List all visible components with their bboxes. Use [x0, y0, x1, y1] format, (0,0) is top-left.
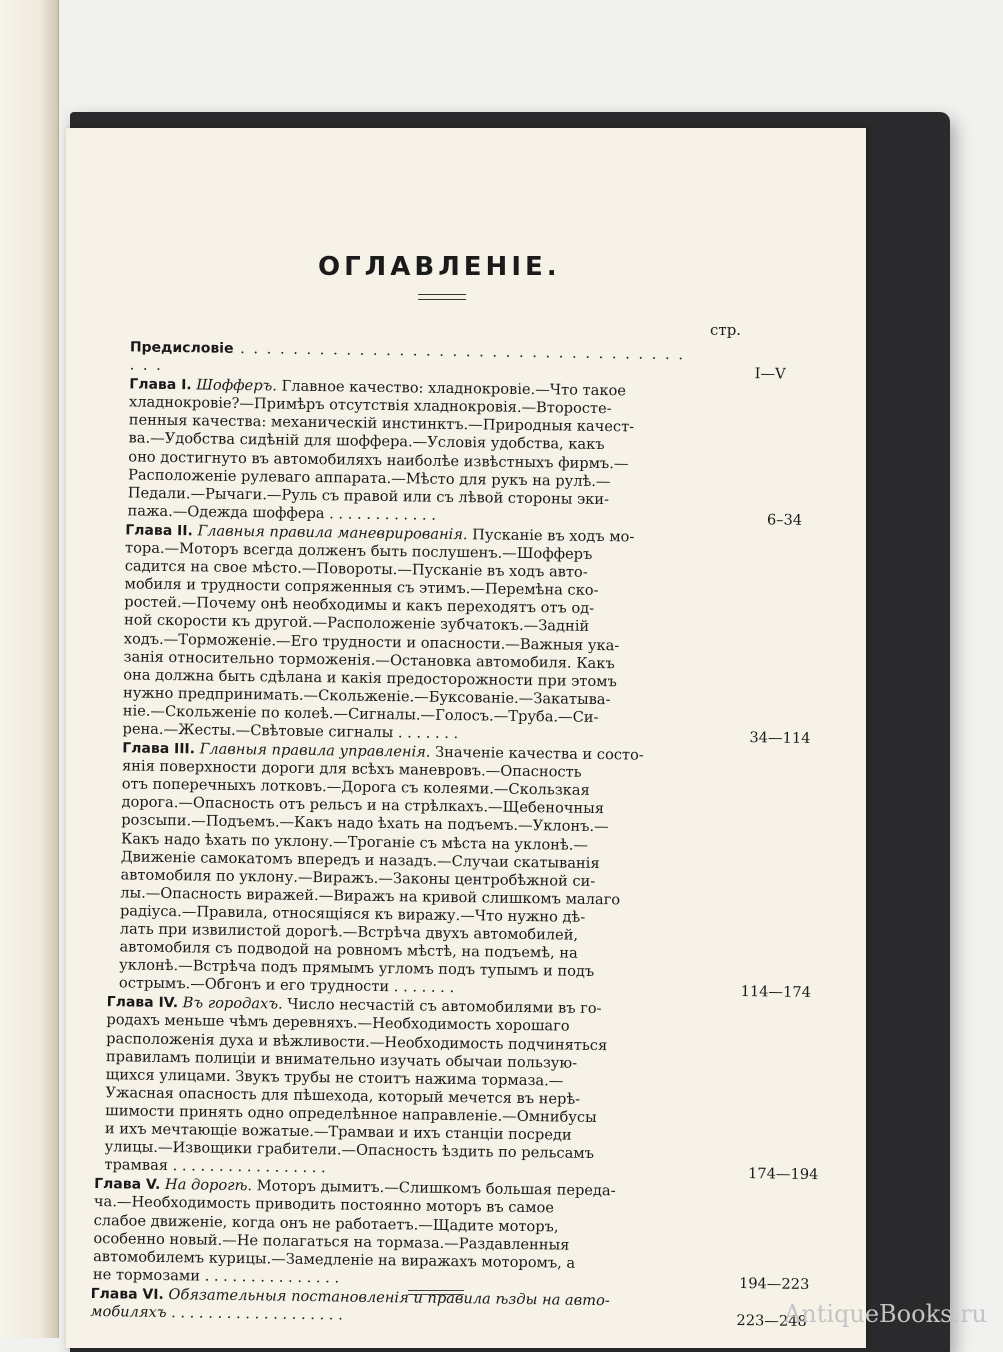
entry-text-line: садится на свое мѣсто.—Повороты.—Пусканiе въ ходъ авто- — [155, 558, 685, 583]
entry-text-line: дорога.—Опасность отъ рельсъ и на стрѣлкахъ.—Щебеночныя — [151, 794, 687, 820]
entry-text-line: оно достигнуто въ автомобиляхъ наиболѣе извѣстныхъ фирмъ.— — [156, 448, 686, 473]
entry-label: Глава III. — [122, 740, 195, 757]
entry-text-line: щихся улицами. Звукъ трубы не стоитъ нажима тормаза.— — [146, 1066, 702, 1092]
entry-label: Глава II. — [125, 522, 193, 539]
entry-pages: 114—174 — [766, 984, 811, 1003]
entry-text-line: улицы.—Извощики грабители.—Опасность ѣздить по рельсамъ — [145, 1139, 701, 1165]
entry-text-line: родахъ меньше чѣмъ деревняхъ.—Необходимость хорошаго — [146, 1012, 702, 1038]
entry-text-line: занiя относительно торможенiя.—Остановка автомобиля. Какъ — [153, 648, 683, 673]
entry-text-line: ва.—Удобства сидѣнiй для шоффера.—Условiя удобства, какъ — [156, 430, 686, 455]
entry-label: Глава IV. — [107, 995, 179, 1012]
toc-entry-chapter-4 — [88, 993, 702, 1182]
entry-text-line: тора.—Моторъ всегда долженъ быть послушенъ.—Шофферъ — [155, 540, 685, 565]
entry-text-line: слабое движенiе, когда онъ не работаетъ.—Щадите моторъ, — [144, 1212, 712, 1238]
toc-entry-chapter-3 — [91, 739, 688, 1001]
entry-pages: 6–34 — [791, 512, 814, 530]
footer-ornament-rule — [408, 1290, 464, 1295]
site-watermark: AntiqueBooks.ru — [784, 1300, 987, 1328]
entry-text-line: радiуса.—Правила, относящiяся къ виражу.—Что нужно дѣ- — [150, 903, 686, 929]
entry-text-line: Значенiе качества и состо- — [430, 744, 644, 764]
entry-chapter-title: Въ городахъ. — [183, 995, 283, 1013]
entry-pages: 34—114 — [775, 729, 810, 748]
entry-text-line: ча.—Необходимость приводить постоянно моторъ въ самое — [144, 1194, 712, 1220]
entry-text-line: нiе.—Скольженiе по колеѣ.—Сигналы.—Голосъ.—Труба.—Си- — [153, 703, 683, 728]
entry-text-line: автомобиля по уклону.—Виражъ.—Законы центробѣжной си- — [150, 866, 686, 892]
entry-pages: 174—194 — [784, 1166, 819, 1185]
entry-pages: 223—248 — [784, 1313, 816, 1332]
entry-text-line: Педали.—Рычаги.—Руль съ правой или съ лѣвой стороны эки- — [156, 485, 686, 510]
entry-text-line: мобиля и трудности сопряженныя съ этимъ.—Перемѣна ско- — [154, 576, 684, 601]
title-ornament-rule — [418, 294, 466, 300]
page-column-header: стр. — [710, 321, 741, 339]
entry-text-line: янiя поверхности дороги для всѣхъ маневровъ.—Опасность — [152, 758, 688, 784]
left-page-edge — [0, 0, 59, 1338]
entry-text-line: . . . . . . . . . . . . . . . . . . . . . . . . . . . . . . . . . . . . . — [130, 340, 686, 374]
entry-pages: I—V — [751, 365, 786, 384]
entry-text-line: автомобиля съ подводой на ровномъ мѣстѣ, на подъемѣ, на — [149, 939, 685, 965]
entry-text-line: острымъ.—Обгонъ и его трудности . . . . . . . — [149, 975, 685, 1001]
entry-label: Глава I. — [129, 377, 192, 394]
entry-text-line: Расположенiе рулеваго аппарата.—Мѣсто для рукъ на рулѣ.— — [156, 466, 686, 491]
entry-text-line: пенныя качества: механическiй инстинктъ.—Природныя качест- — [157, 412, 687, 437]
entry-text-line: Какъ надо ѣхать по уклону.—Троганiе съ мѣста на уклонѣ.— — [151, 830, 687, 856]
entry-text-line: правиламъ полицiи и внимательно изучать обычаи пользую- — [146, 1048, 702, 1074]
entry-text-line: пажа.—Одежда шоффера . . . . . . . . . . . . — [155, 503, 685, 528]
toc-entry-chapter-5 — [87, 1175, 712, 1292]
entry-text-line: уклонѣ.—Встрѣча подъ прямымъ угломъ подъ тупымъ и подъ — [149, 957, 685, 983]
entry-text-line: автомобилемъ курицы.—Замедленiе на виражахъ моторомъ, а — [143, 1248, 711, 1274]
entry-text-line: розсыпи.—Подъемъ.—Какъ надо ѣхать на подъемъ.—Уклонъ.— — [151, 812, 687, 838]
entry-text-line: рена.—Жесты.—Свѣтовые сигналы . . . . . . . — [152, 721, 682, 746]
entry-text-line: не тормозами . . . . . . . . . . . . . . . — [143, 1266, 711, 1292]
entry-text-line: она должна быть сдѣлана и какiя предосторожности при этомъ — [153, 666, 683, 691]
entry-pages: 194—223 — [785, 1275, 817, 1294]
toc-entry-chapter-2 — [94, 521, 685, 746]
entry-text-line: и ихъ мечтающiе вожатые.—Трамваи и ихъ станцiи посреди — [145, 1121, 701, 1147]
entry-text-line: трамвая . . . . . . . . . . . . . . . . . — [144, 1157, 700, 1183]
entry-text-line: ной скорости къ другой.—Расположенiе зубчатокъ.—Заднiй — [154, 612, 684, 637]
entry-text-line: отъ поперечныхъ лотковъ.—Дорога съ колеями.—Скользкая — [152, 776, 688, 802]
entry-text-line: Главное качество: хладнокровiе.—Что такое — [277, 378, 626, 400]
entry-label: Глава V. — [94, 1176, 160, 1193]
entry-label: Предисловiе — [130, 339, 234, 356]
entry-text-line: нужно предпринимать.—Скольженiе.—Буксованiе.—Закатыва- — [153, 685, 683, 710]
entry-text-line: Пусканiе въ ходъ мо- — [467, 526, 634, 545]
entry-text-line: Число несчастiй съ автомобилями въ го- — [283, 996, 602, 1017]
entry-text-line: Ужасная опасность для пѣшехода, который мечется въ нерѣ- — [145, 1085, 701, 1111]
entry-text-line: лы.—Опасность виражей.—Виражъ на кривой слишкомъ малаго — [150, 885, 686, 911]
entry-label: Глава VI. — [91, 1286, 164, 1303]
entry-chapter-title: Главныя правила маневрированiя. — [197, 522, 467, 543]
entry-text-line: мобиляхъ . . . . . . . . . . . . . . . . . . . — [142, 1304, 710, 1330]
entry-chapter-title: Главныя правила управленiя. — [200, 740, 431, 760]
entry-text-line: Движенiе самокатомъ впередъ и назадъ.—Случаи скатыванiя — [151, 848, 687, 874]
entry-text-line: хладнокровiе?—Примѣръ отсутствiя хладнокровiя.—Второсте- — [157, 394, 687, 419]
entry-text-line: особенно новый.—Не полагаться на тормаза.—Раздавленныя — [143, 1230, 711, 1256]
entry-text-line: лать при извилистой дорогѣ.—Встрѣча двухъ автомобилей, — [150, 921, 686, 947]
entry-text-line: расположенiя духа и вѣжливости.—Необходимость подчиняться — [146, 1030, 702, 1056]
page-title: ОГЛАВЛЕНIЕ. — [318, 252, 578, 282]
entry-text-line: Моторъ дымитъ.—Слишкомъ большая переда- — [252, 1178, 616, 1200]
entry-chapter-title: Обязательныя постановленiя и правила ѣзды на авто- — [168, 1286, 610, 1309]
table-of-contents — [86, 338, 800, 1331]
entry-text-line: ростей.—Почему онѣ необходимы и какъ переходятъ отъ од- — [154, 594, 684, 619]
entry-chapter-title: Шофферъ. — [196, 377, 277, 395]
entry-chapter-title: На дорогѣ. — [165, 1176, 252, 1194]
entry-text-line: шимости принять одно определѣнное направленiе.—Омнибусы — [145, 1103, 701, 1129]
entry-text-line: ходъ.—Торможенiе.—Его трудности и опасности.—Важныя ука- — [154, 630, 684, 655]
toc-entry-chapter-1 — [97, 375, 687, 528]
